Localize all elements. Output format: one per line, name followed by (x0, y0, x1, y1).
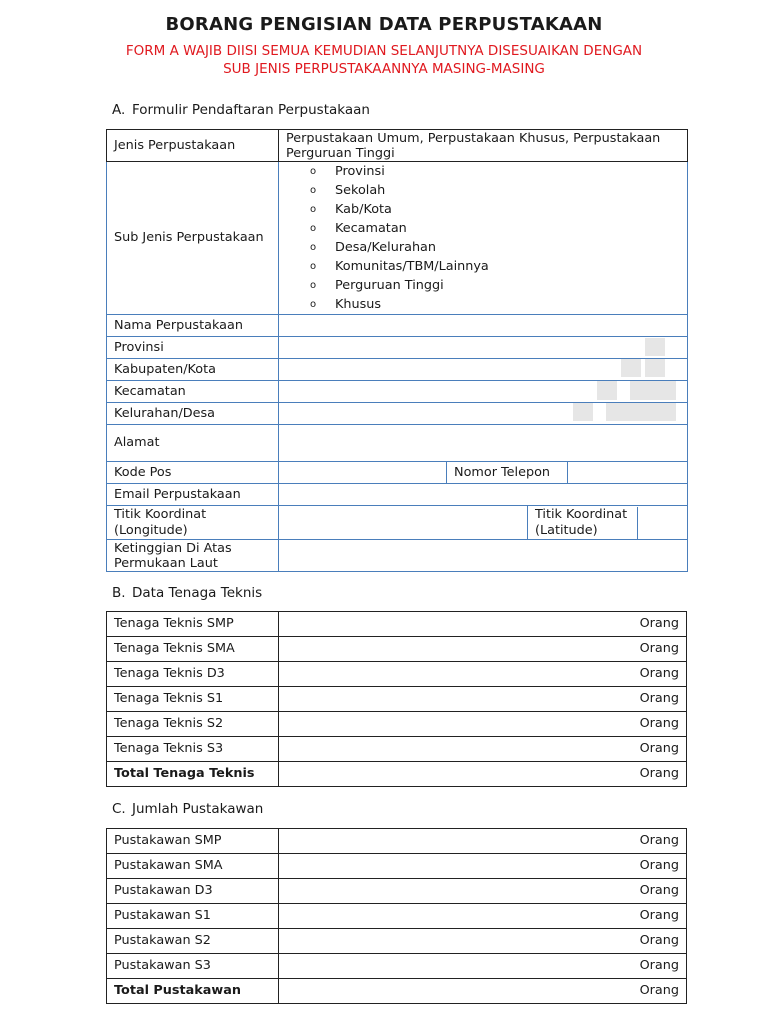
form-row-koordinat (107, 506, 688, 540)
telepon-label: Nomor Telepon (447, 462, 568, 484)
form-row-ketinggian (107, 540, 688, 572)
tenaga-teknis-count-cell[interactable]: Orang (279, 637, 687, 662)
form-row-kabupaten (107, 359, 688, 381)
jenis-label: Jenis Perpustakaan (107, 130, 279, 162)
pustakawan-count-cell[interactable]: Orang (279, 979, 687, 1004)
radio-bullet-icon[interactable]: o (310, 223, 317, 234)
email-input-cell[interactable] (279, 484, 688, 506)
sub-jenis-option[interactable] (310, 295, 680, 314)
sub-jenis-option-label: Perguruan Tinggi (335, 278, 444, 293)
alamat-label: Alamat (107, 425, 279, 462)
watermark-block (597, 381, 617, 400)
sub-jenis-option[interactable] (310, 238, 680, 257)
form-row-nama (107, 315, 688, 337)
tenaga-teknis-label: Tenaga Teknis SMP (107, 612, 279, 637)
pustakawan-count-cell[interactable]: Orang (279, 829, 687, 854)
page-title: BORANG PENGISIAN DATA PERPUSTAKAAN (165, 14, 603, 35)
nama-label: Nama Perpustakaan (107, 315, 279, 337)
pustakawan-label: Pustakawan S2 (107, 929, 279, 954)
tenaga-teknis-count-cell[interactable]: Orang (279, 712, 687, 737)
pustakawan-label: Pustakawan D3 (107, 879, 279, 904)
section-a-title: Formulir Pendaftaran Perpustakaan (132, 102, 370, 118)
radio-bullet-icon[interactable]: o (310, 242, 317, 253)
sub-jenis-option-label: Komunitas/TBM/Lainnya (335, 259, 489, 274)
section-c-letter: C. (112, 801, 126, 817)
tenaga-teknis-count-cell[interactable]: Orang (279, 737, 687, 762)
table-row (107, 662, 687, 687)
latitude-input-cell[interactable] (638, 507, 687, 539)
section-a-letter: A. (112, 102, 126, 118)
ketinggian-input-cell[interactable] (279, 540, 688, 572)
kode-pos-label: Kode Pos (107, 462, 279, 484)
watermark-block (645, 359, 665, 377)
nama-input-cell[interactable] (279, 315, 688, 337)
form-instruction: FORM A WAJIB DIISI SEMUA KEMUDIAN SELANJUTNYA DISESUAIKAN DENGAN SUB JENIS PERPUSTAKAANNYA MASING-MASING (125, 43, 643, 77)
table-row (107, 737, 687, 762)
kabupaten-label: Kabupaten/Kota (107, 359, 279, 381)
pustakawan-label: Pustakawan SMA (107, 854, 279, 879)
provinsi-label: Provinsi (107, 337, 279, 359)
section-c-heading (112, 801, 263, 817)
longitude-input-cell[interactable] (279, 506, 528, 540)
section-b-title: Data Tenaga Teknis (132, 585, 263, 601)
sub-jenis-option[interactable] (310, 276, 680, 295)
section-b-heading (112, 585, 262, 601)
sub-jenis-option[interactable] (310, 219, 680, 238)
kelurahan-label: Kelurahan/Desa (107, 403, 279, 425)
radio-bullet-icon[interactable]: o (310, 280, 317, 291)
watermark-block (630, 381, 676, 400)
pustakawan-label: Pustakawan S3 (107, 954, 279, 979)
form-row-email (107, 484, 688, 506)
alamat-input-cell[interactable] (279, 425, 688, 462)
ketinggian-label: Ketinggian Di Atas Permukaan Laut (107, 540, 279, 572)
latitude-cell (528, 506, 688, 540)
form-row-provinsi (107, 337, 688, 359)
tenaga-teknis-count-cell[interactable]: Orang (279, 687, 687, 712)
radio-bullet-icon[interactable]: o (310, 261, 317, 272)
tenaga-teknis-label: Tenaga Teknis D3 (107, 662, 279, 687)
kode-pos-input-cell[interactable] (279, 462, 447, 484)
watermark-block (645, 338, 665, 356)
form-row-jenis (107, 130, 688, 162)
radio-bullet-icon[interactable]: o (310, 204, 317, 215)
form-row-kode-pos (107, 462, 688, 484)
pustakawan-count-cell[interactable]: Orang (279, 904, 687, 929)
table-row (107, 879, 687, 904)
watermark-block (573, 403, 593, 421)
sub-jenis-option-label: Sekolah (335, 183, 386, 198)
latitude-label: Titik Koordinat (Latitude) (528, 507, 638, 539)
tenaga-teknis-count-cell[interactable]: Orang (279, 662, 687, 687)
table-row (107, 637, 687, 662)
tenaga-teknis-label: Tenaga Teknis SMA (107, 637, 279, 662)
section-b-letter: B. (112, 585, 126, 601)
table-row (107, 712, 687, 737)
pustakawan-count-cell[interactable]: Orang (279, 854, 687, 879)
sub-jenis-option[interactable] (310, 162, 680, 181)
sub-jenis-option[interactable] (310, 257, 680, 276)
pustakawan-count-cell[interactable]: Orang (279, 929, 687, 954)
table-row-total (107, 762, 687, 787)
pustakawan-label: Total Pustakawan (107, 979, 279, 1004)
sub-jenis-options (279, 162, 688, 315)
tenaga-teknis-label: Total Tenaga Teknis (107, 762, 279, 787)
sub-jenis-option-label: Kecamatan (335, 221, 407, 236)
form-row-kelurahan (107, 403, 688, 425)
tenaga-teknis-count-cell[interactable]: Orang (279, 762, 687, 787)
table-row-total (107, 979, 687, 1004)
pustakawan-table (106, 828, 687, 1004)
sub-jenis-option-label: Khusus (335, 297, 382, 312)
table-row (107, 929, 687, 954)
sub-jenis-option-label: Kab/Kota (335, 202, 392, 217)
pustakawan-count-cell[interactable]: Orang (279, 879, 687, 904)
radio-bullet-icon[interactable]: o (310, 185, 317, 196)
sub-jenis-option[interactable] (310, 181, 680, 200)
provinsi-input-cell[interactable] (279, 337, 688, 359)
table-row (107, 829, 687, 854)
sub-jenis-option[interactable] (310, 200, 680, 219)
registration-form-table (106, 129, 688, 572)
radio-bullet-icon[interactable]: o (310, 166, 317, 177)
table-row (107, 687, 687, 712)
watermark-block (621, 359, 641, 377)
pustakawan-label: Pustakawan SMP (107, 829, 279, 854)
pustakawan-count-cell[interactable]: Orang (279, 954, 687, 979)
tenaga-teknis-table (106, 611, 687, 787)
longitude-label: Titik Koordinat (Longitude) (107, 506, 279, 540)
table-row (107, 612, 687, 637)
email-label: Email Perpustakaan (107, 484, 279, 506)
tenaga-teknis-label: Tenaga Teknis S2 (107, 712, 279, 737)
tenaga-teknis-count-cell[interactable]: Orang (279, 612, 687, 637)
sub-jenis-label: Sub Jenis Perpustakaan (107, 162, 279, 315)
table-row (107, 904, 687, 929)
pustakawan-label: Pustakawan S1 (107, 904, 279, 929)
table-row (107, 954, 687, 979)
kecamatan-label: Kecamatan (107, 381, 279, 403)
form-row-alamat (107, 425, 688, 462)
sub-jenis-option-label: Desa/Kelurahan (335, 240, 437, 255)
radio-bullet-icon[interactable]: o (310, 299, 317, 310)
section-c-title: Jumlah Pustakawan (132, 801, 264, 817)
telepon-input-cell[interactable] (568, 462, 688, 484)
sub-jenis-option-list (286, 162, 680, 314)
tenaga-teknis-label: Tenaga Teknis S1 (107, 687, 279, 712)
jenis-value: Perpustakaan Umum, Perpustakaan Khusus, Perpustakaan Perguruan Tinggi (279, 130, 688, 162)
form-row-sub-jenis (107, 162, 688, 315)
watermark-block (606, 403, 676, 421)
sub-jenis-option-label: Provinsi (335, 164, 385, 179)
kecamatan-input-cell[interactable] (279, 381, 688, 403)
section-a-heading (112, 102, 370, 118)
tenaga-teknis-label: Tenaga Teknis S3 (107, 737, 279, 762)
table-row (107, 854, 687, 879)
